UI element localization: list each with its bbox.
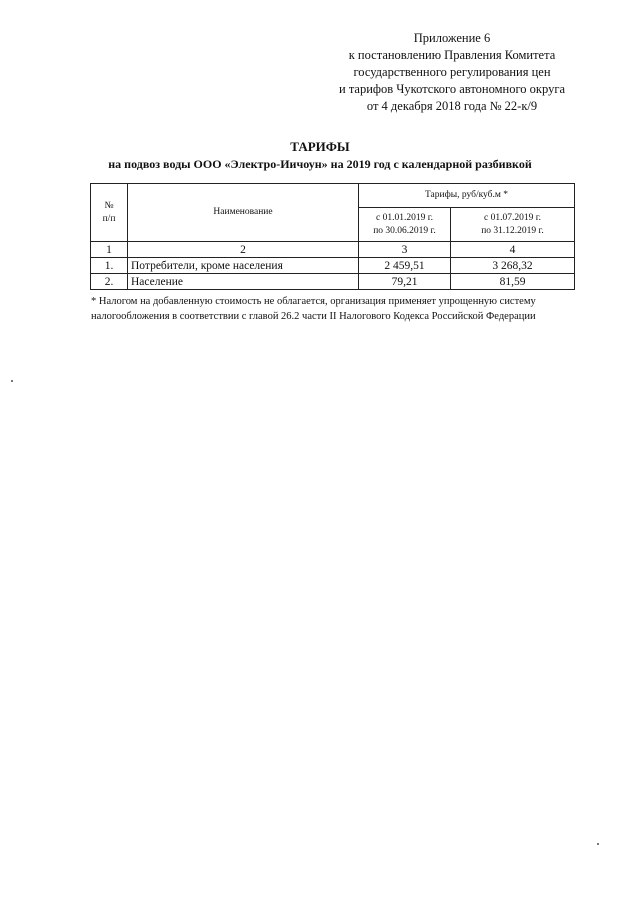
header-number bbox=[91, 184, 128, 242]
tariffs-table bbox=[90, 183, 575, 290]
header-name: Наименование bbox=[128, 184, 359, 242]
appendix-block bbox=[322, 30, 582, 115]
title-subheading: на подвоз воды ООО «Электро-Иичоун» на 2019 год с календарной разбивкой bbox=[108, 157, 532, 171]
header-period-2 bbox=[451, 208, 575, 242]
header-period-1-line1: с 01.01.2019 г. bbox=[376, 212, 433, 223]
table-row bbox=[91, 258, 575, 274]
column-number: 2 bbox=[128, 242, 359, 258]
header-period-1 bbox=[359, 208, 451, 242]
header-period-2-line1: с 01.07.2019 г. bbox=[484, 212, 541, 223]
row-name: Население bbox=[128, 274, 359, 290]
row-value-period-1: 79,21 bbox=[359, 274, 451, 290]
document-title bbox=[0, 138, 640, 172]
header-number-line2: п/п bbox=[102, 213, 116, 224]
appendix-line: Приложение 6 bbox=[413, 31, 491, 45]
footnote-line-2: налогообложения в соответствии с главой 26.2 части II Налогового Кодекса Российской Федерации bbox=[91, 311, 536, 322]
row-value-period-1: 2 459,51 bbox=[359, 258, 451, 274]
header-period-2-line2: по 31.12.2019 г. bbox=[481, 225, 544, 236]
footnote bbox=[91, 294, 591, 324]
row-number: 1. bbox=[91, 258, 128, 274]
row-number: 2. bbox=[91, 274, 128, 290]
footnote-line-1: * Налогом на добавленную стоимость не облагается, организация применяет упрощенную систему bbox=[91, 296, 536, 307]
column-number: 3 bbox=[359, 242, 451, 258]
appendix-line: от 4 декабря 2018 года № 22-к/9 bbox=[366, 99, 538, 113]
header-tariffs: Тарифы, руб/куб.м * bbox=[359, 184, 575, 208]
column-number: 4 bbox=[451, 242, 575, 258]
scan-speck bbox=[597, 843, 599, 845]
header-number-line1: № bbox=[104, 200, 114, 211]
row-value-period-2: 3 268,32 bbox=[451, 258, 575, 274]
appendix-line: государственного регулирования цен bbox=[353, 65, 551, 79]
column-numbers-row bbox=[91, 242, 575, 258]
table-row bbox=[91, 274, 575, 290]
appendix-line: и тарифов Чукотского автономного округа bbox=[339, 82, 565, 96]
header-period-1-line2: по 30.06.2019 г. bbox=[373, 225, 436, 236]
column-number: 1 bbox=[91, 242, 128, 258]
scan-speck bbox=[11, 380, 13, 382]
row-name: Потребители, кроме населения bbox=[128, 258, 359, 274]
appendix-line: к постановлению Правления Комитета bbox=[348, 48, 556, 62]
row-value-period-2: 81,59 bbox=[451, 274, 575, 290]
title-heading: ТАРИФЫ bbox=[290, 139, 350, 154]
